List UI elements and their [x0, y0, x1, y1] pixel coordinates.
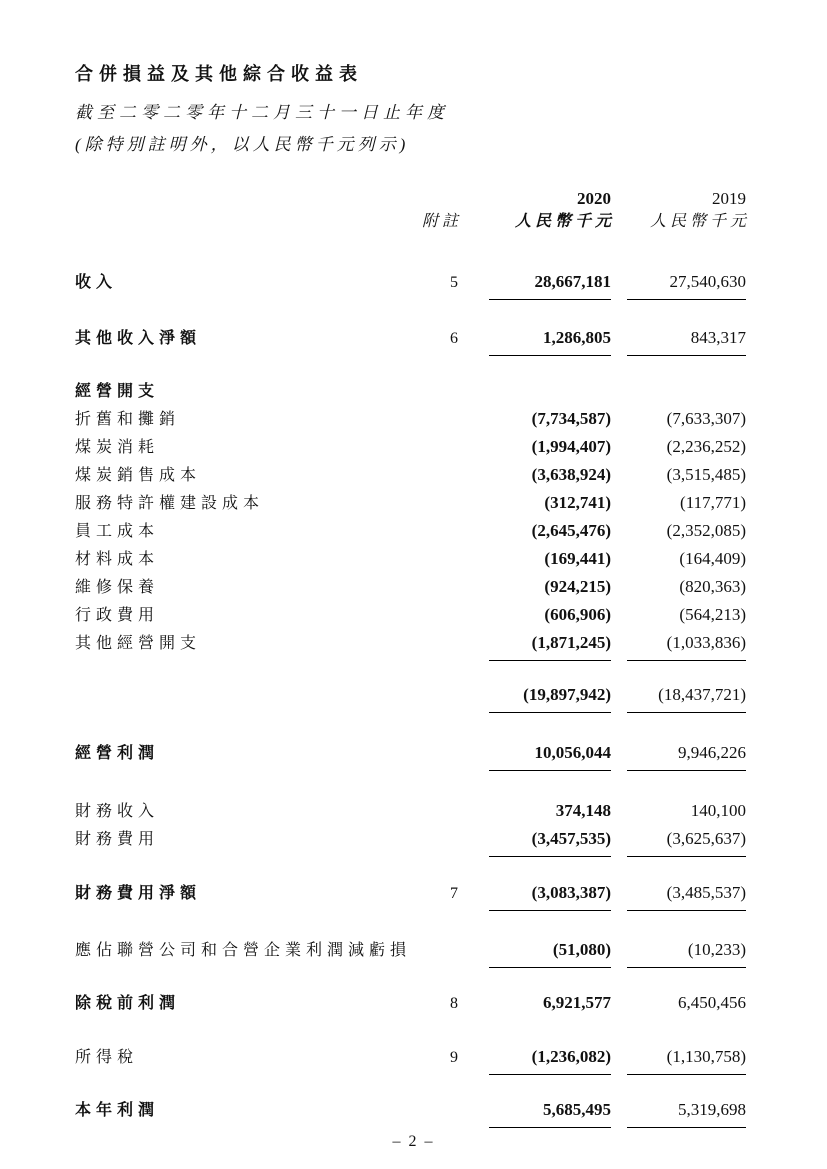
note-ref: 6 — [450, 330, 458, 347]
row-revenue — [75, 268, 746, 300]
row-label: 其他經營開支 — [75, 635, 202, 652]
row-cost-of-coal-sold — [75, 461, 746, 489]
row-label: 維修保養 — [75, 579, 160, 596]
value-2020: (3,638,924) — [531, 465, 611, 484]
row-other-operating-expenses — [75, 629, 746, 661]
value-2019: (3,625,637) — [627, 825, 746, 857]
value-2020: (51,080) — [489, 936, 611, 968]
value-2020: (606,906) — [544, 605, 611, 624]
value-2020: (1,871,245) — [489, 629, 611, 661]
value-2019: 5,319,698 — [627, 1096, 746, 1128]
value-2019: 140,100 — [690, 801, 746, 820]
value-2019: (2,352,085) — [666, 521, 746, 540]
value-2019: (1,130,758) — [627, 1043, 746, 1075]
value-2020: (7,734,587) — [531, 409, 611, 428]
column-header-year-2019: 2019 — [712, 189, 746, 208]
row-label: 員工成本 — [75, 523, 160, 540]
row-label: 財務費用淨額 — [75, 885, 202, 902]
row-label: 折舊和攤銷 — [75, 411, 181, 428]
row-employee-costs — [75, 517, 746, 545]
row-label: 服務特許權建設成本 — [75, 495, 265, 512]
value-2020: (2,645,476) — [531, 521, 611, 540]
value-2019: 6,450,456 — [678, 993, 746, 1012]
row-label: 財務費用 — [75, 831, 160, 848]
table-header-years — [75, 188, 746, 210]
value-2019: (164,409) — [679, 549, 746, 568]
row-label: 煤炭銷售成本 — [75, 467, 202, 484]
note-ref: 7 — [450, 885, 458, 902]
row-total-operating-expenses — [75, 681, 746, 713]
value-2019: (2,236,252) — [666, 437, 746, 456]
row-income-tax — [75, 1043, 746, 1075]
value-2020: (19,897,942) — [489, 681, 611, 713]
value-2020: (924,215) — [544, 577, 611, 596]
value-2019: (7,633,307) — [666, 409, 746, 428]
row-finance-income — [75, 797, 746, 825]
row-profit-for-year — [75, 1096, 746, 1128]
value-2019: 843,317 — [627, 324, 746, 356]
value-2020: 5,685,495 — [489, 1096, 611, 1128]
value-2020: (3,083,387) — [489, 879, 611, 911]
value-2020: 28,667,181 — [489, 268, 611, 300]
row-other-net-income — [75, 324, 746, 356]
value-2019: (117,771) — [680, 493, 746, 512]
table-header-units — [75, 210, 750, 234]
row-label: 行政費用 — [75, 607, 160, 624]
value-2019: (1,033,836) — [627, 629, 746, 661]
row-label: 本年利潤 — [75, 1102, 160, 1119]
row-material-costs — [75, 545, 746, 573]
value-2019: (564,213) — [679, 605, 746, 624]
row-administrative-expenses — [75, 601, 746, 629]
row-profit-before-tax — [75, 989, 746, 1017]
row-label: 財務收入 — [75, 803, 160, 820]
row-label: 煤炭消耗 — [75, 439, 160, 456]
value-2019: (3,485,537) — [627, 879, 746, 911]
value-2020: (169,441) — [544, 549, 611, 568]
value-2020: (1,994,407) — [531, 437, 611, 456]
row-label: 經營利潤 — [75, 745, 160, 762]
row-label: 其他收入淨額 — [75, 330, 202, 347]
note-ref: 9 — [450, 1049, 458, 1066]
column-header-year-2020: 2020 — [577, 189, 611, 208]
row-share-of-associates-joint-ventures — [75, 936, 746, 968]
value-2020: (3,457,535) — [489, 825, 611, 857]
value-2020: 6,921,577 — [543, 993, 611, 1012]
row-repairs-maintenance — [75, 573, 746, 601]
column-header-note: 附註 — [421, 213, 462, 230]
row-operating-profit — [75, 739, 746, 771]
row-depreciation-amortisation — [75, 405, 746, 433]
row-label: 除稅前利潤 — [75, 995, 181, 1012]
row-service-concession-construction-costs — [75, 489, 746, 517]
page-number: – 2 – — [392, 1133, 435, 1150]
row-label: 應佔聯營公司和合營企業利潤減虧損 — [75, 942, 412, 959]
column-header-unit-2019: 人民幣千元 — [649, 213, 750, 230]
period-subtitle: 截至二零二零年十二月三十一日止年度 — [75, 103, 449, 122]
row-operating-expenses-header — [75, 378, 746, 405]
row-net-finance-costs — [75, 879, 746, 911]
row-coal-consumption — [75, 433, 746, 461]
statement-content — [75, 62, 750, 1128]
row-label: 收入 — [75, 274, 118, 291]
value-2020: 374,148 — [555, 801, 611, 820]
currency-note: (除特別註明外，以人民幣千元列示) — [75, 135, 410, 154]
row-finance-costs — [75, 825, 746, 857]
note-ref: 8 — [450, 995, 458, 1012]
value-2019: (18,437,721) — [627, 681, 746, 713]
page-title: 合併損益及其他綜合收益表 — [75, 64, 363, 84]
row-label: 所得稅 — [75, 1049, 139, 1066]
value-2020: (312,741) — [544, 493, 611, 512]
value-2019: (10,233) — [627, 936, 746, 968]
value-2020: 1,286,805 — [489, 324, 611, 356]
value-2020: 10,056,044 — [489, 739, 611, 771]
section-label: 經營開支 — [75, 383, 160, 400]
value-2019: (820,363) — [679, 577, 746, 596]
value-2019: (3,515,485) — [666, 465, 746, 484]
value-2019: 27,540,630 — [627, 268, 746, 300]
column-header-unit-2020: 人民幣千元 — [514, 213, 615, 230]
row-label: 材料成本 — [75, 551, 160, 568]
value-2020: (1,236,082) — [489, 1043, 611, 1075]
note-ref: 5 — [450, 274, 458, 291]
value-2019: 9,946,226 — [627, 739, 746, 771]
